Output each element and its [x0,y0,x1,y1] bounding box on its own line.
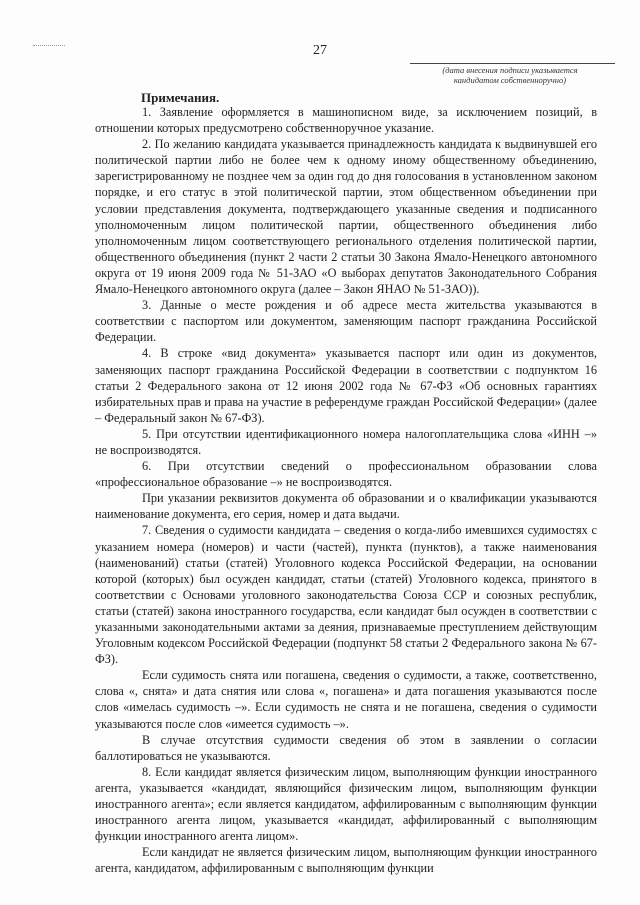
note-paragraph-4: 4. В строке «вид документа» указывается паспорт или один из документов, заменяющих паспорт гражданина Российской Федерации в соответствии с подпунктом 16 статьи 2 Федерального закона от 12 июня 2002 года № 67-ФЗ «Об основных гарантиях избирательных прав и права на участие в референдуме граждан Российской Федерации» (далее – Федеральный закон № 67-ФЗ). [95,346,597,425]
note-paragraph-2: 2. По желанию кандидата указывается принадлежность кандидата к выдвинувшей его политической партии либо не более чем к одному иному общественному объединению, зарегистрированному не позднее чем за один год до дня голосования в установленном законом порядке, и его статус в этой политической партии, этом общественном объединении при условии представления документа, подтверждающего указанные сведения и подписанного уполномоченным лицом политической партии, общественного объединения либо уполномоченным лицом соответствующего регионального отделения политической партии, общественного объединения (пункт 2 части 2 статьи 30 Закона Ямало-Ненецкого автономного округа от 19 июня 2009 года № 51-ЗАО «О выборах депутатов Законодательного Собрания Ямало-Ненецкого автономного округа (далее – Закон ЯНАО № 51-ЗАО)). [95,137,597,297]
signature-date-caption [405,65,615,85]
notes-heading: Примечания. [141,90,220,105]
notes-body [95,104,597,877]
note-paragraph-8-cont: Если кандидат не является физическим лицом, выполняющим функции иностранного агента, кандидатом, аффилированным с выполняющим функции [95,845,597,876]
note-paragraph-7-cont-1: Если судимость снята или погашена, сведения о судимости, а также, соответственно, слова «, снята» и дата снятия или слова «, погашена» и дата погашения указываются после слов «имелась судимость –». Если судимость не снята и не погашена, сведения о судимости указываются после слов «имеется судимость –». [95,668,597,731]
note-paragraph-7: 7. Сведения о судимости кандидата – сведения о когда-либо имевшихся судимостях с указанием номера (номеров) и части (частей), пункта (пунктов), а также наименования (наименований) статьи (статей) Уголовного кодекса Российской Федерации, на основании которой (которых) был осужден кандидат, статьи (статей) Уголовного кодекса, принятого в соответствии с Основами уголовного законодательства Союза ССР и союзных республик, статьи (статей) закона иностранного государства, если кандидат был осужден в соответствии с указанными законодательными актами за деяния, признаваемые преступлением действующим Уголовным кодексом Российской Федерации (подпункт 58 статьи 2 Федерального закона № 67-ФЗ). [95,523,597,667]
signature-date-line [410,63,615,64]
note-paragraph-7-cont-2: В случае отсутствия судимости сведения об этом в заявлении о согласии баллотироваться не указываются. [95,732,597,763]
note-paragraph-8: 8. Если кандидат является физическим лицом, выполняющим функции иностранного агента, указывается «кандидат, являющийся физическим лицом, выполняющим функции иностранного агента»; если является кандидатом, аффилированным с выполняющим функции иностранного агента лицом, указывается «кандидат, аффилированный с выполняющим функции иностранного агента лицом». [95,764,597,844]
note-paragraph-6: 6. При отсутствии сведений о профессиональном образовании слова «профессиональное образование –» не воспроизводятся. [95,459,597,490]
signature-caption-line-1: (дата внесения подписи указывается [442,65,578,75]
signature-caption-line-2: кандидатом собственноручно) [453,75,567,85]
note-paragraph-1: 1. Заявление оформляется в машинописном виде, за исключением позиций, в отношении которых предусмотрено собственноручное указание. [95,105,597,136]
note-paragraph-5: 5. При отсутствии идентификационного номера налогоплательщика слова «ИНН –» не воспроизводятся. [95,426,597,457]
note-paragraph-6-cont: При указании реквизитов документа об образовании и о квалификации указываются наименование документа, его серия, номер и дата выдачи. [95,491,597,522]
page-number: 27 [313,43,327,58]
note-paragraph-3: 3. Данные о месте рождения и об адресе места жительства указываются в соответствии с паспортом или документом, заменяющим паспорт гражданина Российской Федерации. [95,298,597,345]
